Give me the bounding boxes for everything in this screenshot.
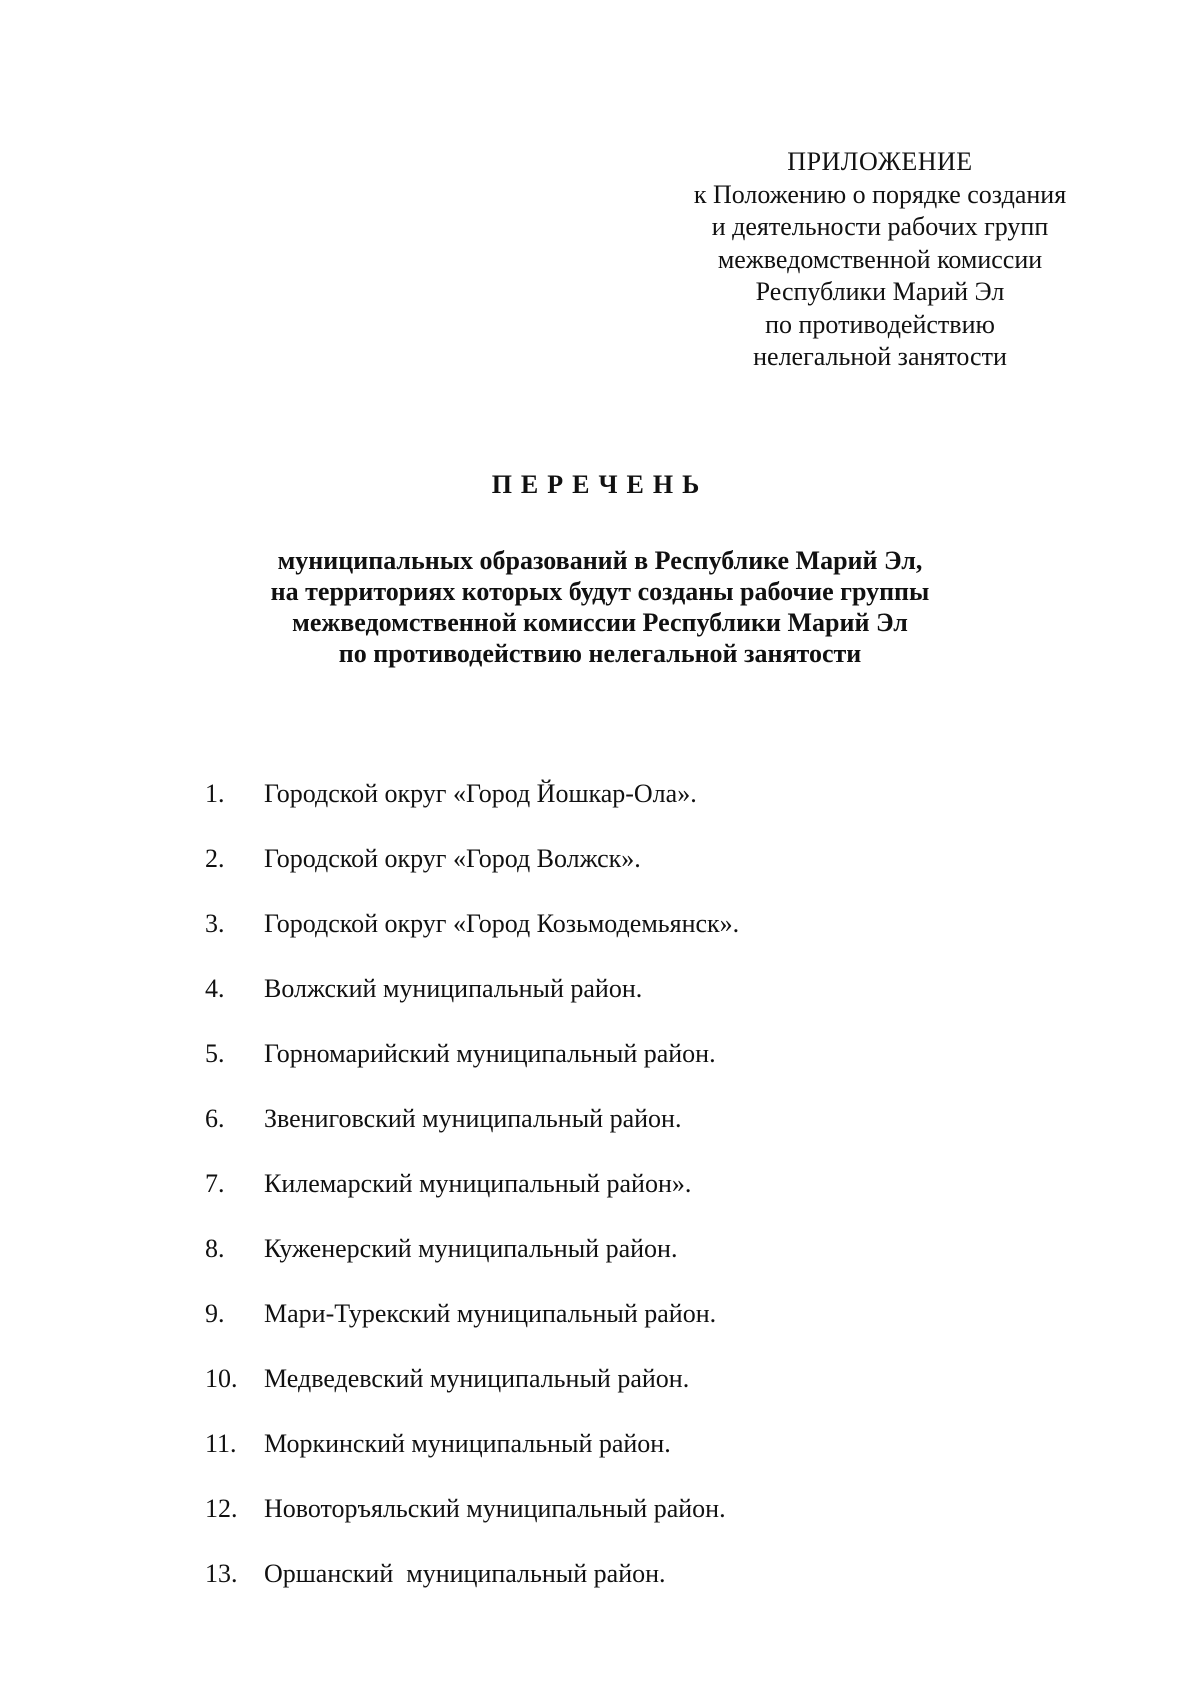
list-item-number: 4. [205, 974, 225, 1003]
list-item-number: 13. [205, 1559, 238, 1588]
appendix-line: Республики Марий Эл [755, 277, 1005, 306]
appendix-line: по противодействию [765, 309, 995, 339]
list-item-number: 5. [205, 1039, 225, 1068]
list-item-text: Медведевский муниципальный район. [264, 1364, 690, 1393]
list-item-text: Куженерский муниципальный район. [264, 1234, 678, 1263]
appendix-header [660, 146, 1100, 374]
document-subtitle [230, 545, 970, 669]
list-item-number: 7. [205, 1169, 225, 1198]
appendix-line: к Положению о порядке создания [693, 179, 1067, 209]
list-item-text: Моркинский муниципальный район. [264, 1429, 671, 1458]
list-item-text: Волжский муниципальный район. [264, 974, 643, 1003]
list-item-text: Оршанский муниципальный район. [264, 1559, 666, 1588]
appendix-line: и деятельности рабочих групп [711, 212, 1049, 241]
subtitle-line: муниципальных образований в Республике Марий Эл, [277, 546, 923, 575]
document-title: ПЕРЕЧЕНЬ [491, 470, 709, 499]
list-item-number: 9. [205, 1299, 225, 1328]
appendix-line: нелегальной занятости [753, 342, 1007, 371]
subtitle-line: межведомственной комиссии Республики Марий Эл [292, 608, 908, 637]
list-item-text: Звениговский муниципальный район. [264, 1104, 682, 1133]
list-item-number: 6. [205, 1104, 225, 1133]
subtitle-line: по противодействию нелегальной занятости [338, 639, 862, 668]
list-item-text: Новоторъяльский муниципальный район. [264, 1494, 726, 1523]
list-item-text: Городской округ «Город Йошкар-Ола». [264, 779, 697, 808]
list-item-text: Городской округ «Город Волжск». [264, 844, 641, 873]
list-item-number: 3. [205, 909, 225, 938]
subtitle-line: на территориях которых будут созданы рабочие группы [270, 577, 930, 606]
list-item-text: Городской округ «Город Козьмодемьянск». [264, 909, 740, 938]
list-item-number: 8. [205, 1234, 225, 1263]
appendix-line: межведомственной комиссии [717, 244, 1043, 274]
list-item-number: 10. [205, 1364, 238, 1393]
list-item-text: Килемарский муниципальный район». [264, 1169, 692, 1198]
list-item-text: Горномарийский муниципальный район. [264, 1039, 716, 1068]
list-item-number: 12. [205, 1494, 238, 1523]
list-item-number: 2. [205, 844, 225, 873]
list-item-number: 1. [205, 779, 225, 808]
list-item-number: 11. [205, 1429, 237, 1458]
list-item-text: Мари-Турекский муниципальный район. [264, 1299, 717, 1328]
appendix-title: ПРИЛОЖЕНИЕ [787, 147, 973, 176]
